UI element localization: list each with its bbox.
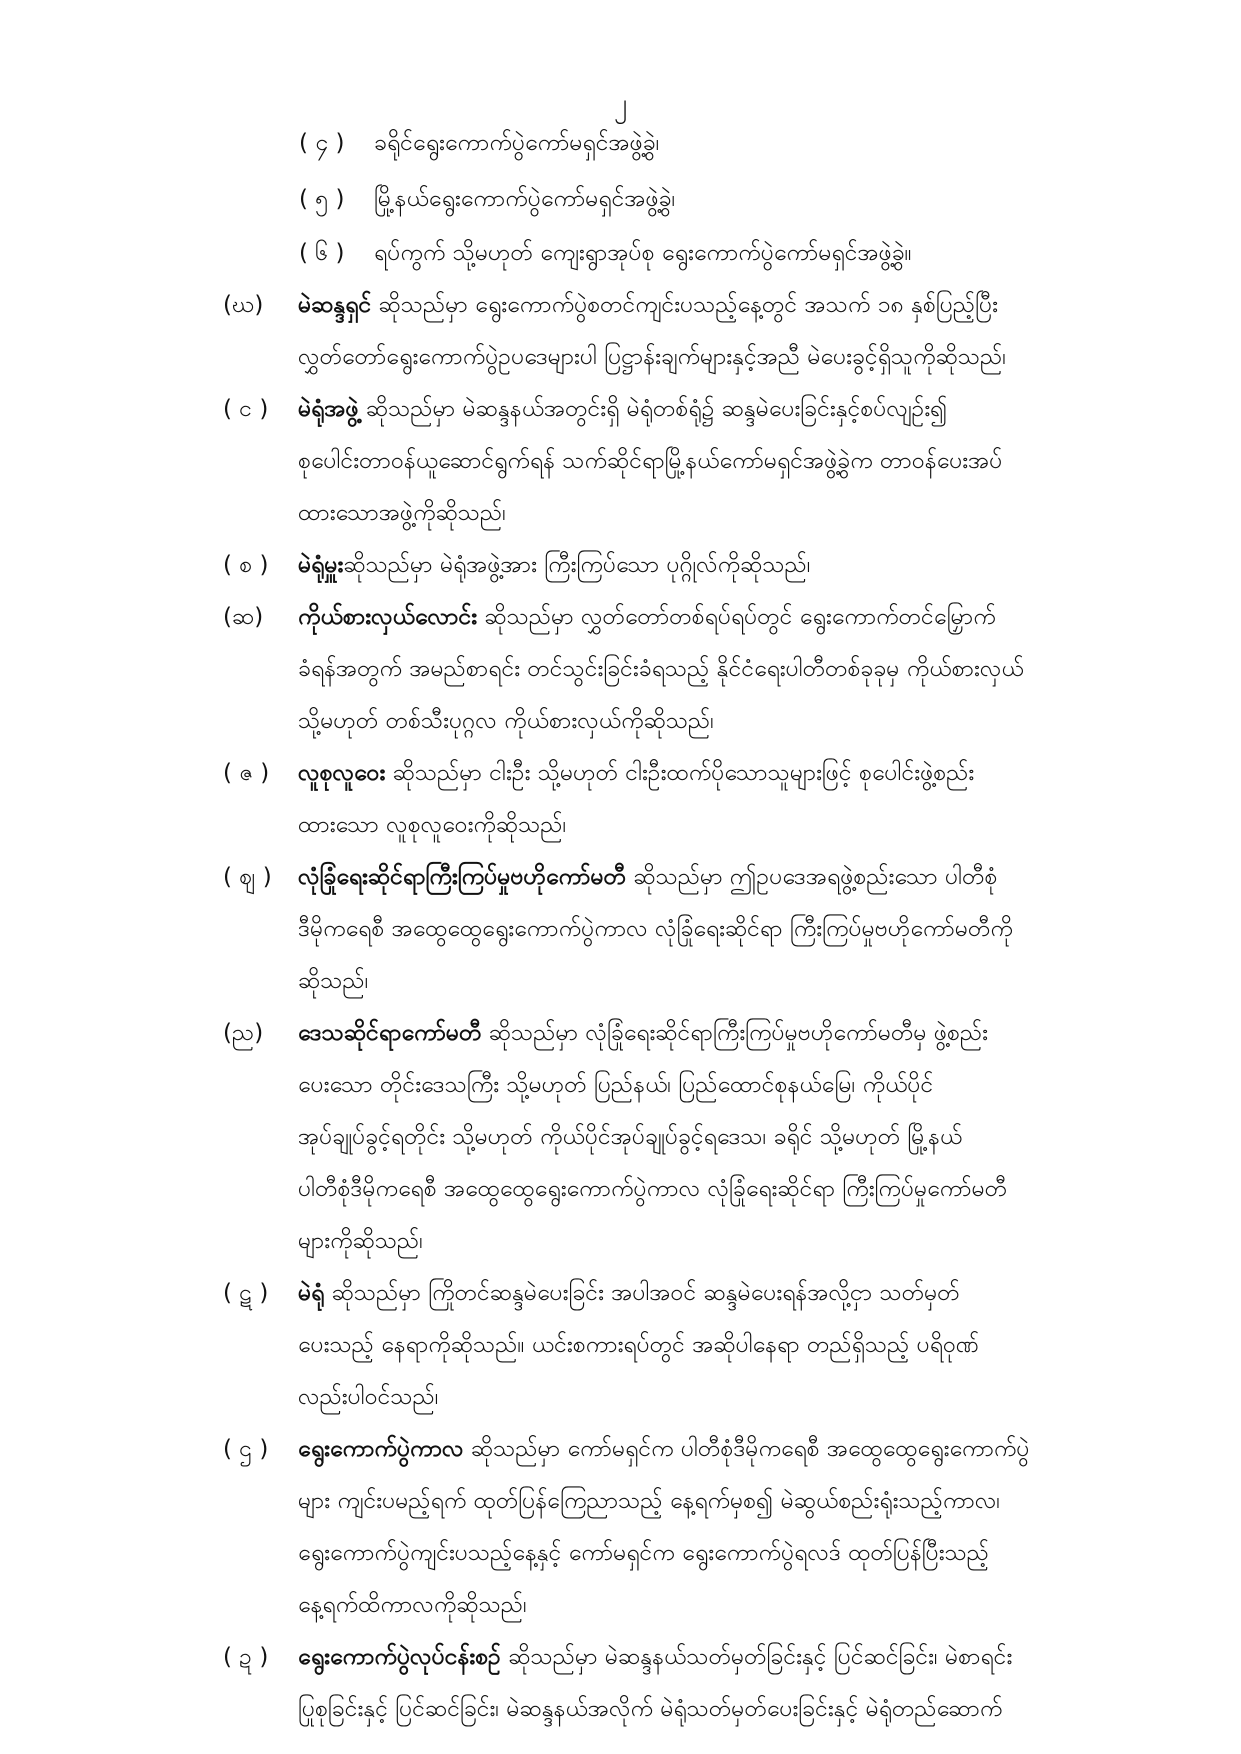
definition-marker: ( ဈ ) xyxy=(223,864,272,890)
definition-text: ဆိုသည်မှာ ကြိုတင်ဆန္ဒမဲပေးခြင်း အပါအဝင် ဆန္ဒမဲပေးရန်အလို့ငှာ သတ်မှတ် xyxy=(324,1280,960,1306)
definition-text: ဆိုသည်မှာ ဤဥပဒေအရဖွဲ့စည်းသော ပါတီစုံ xyxy=(626,864,998,890)
definition-text: ဆိုသည်မှာ မဲဆန္ဒနယ်အတွင်းရှိ မဲရုံတစ်ရုံ၌ ဆန္ဒမဲပေးခြင်းနှင့်စပ်လျဉ်း၍ xyxy=(358,396,948,422)
definition-text: ဆိုသည်မှာ ငါးဦး သို့မဟုတ် ငါးဦးထက်ပိုသောသူများဖြင့် စုပေါင်းဖွဲ့စည်း xyxy=(385,760,975,786)
definition-marker: ( ဋ ) xyxy=(223,1280,269,1306)
definition-marker: ( ဍ ) xyxy=(223,1644,269,1670)
sub-item-marker: ( ၅ ) xyxy=(299,186,345,212)
definition-text: ဒီမိုကရေစီ အထွေထွေရွေးကောက်ပွဲကာလ လုံခြုံရေးဆိုင်ရာ ကြီးကြပ်မှုဗဟိုကော်မတီကို xyxy=(298,916,1013,942)
definition-text: ပြုစုခြင်းနှင့် ပြင်ဆင်ခြင်း၊ မဲဆန္ဒနယ်အလိုက် မဲရုံသတ်မှတ်ပေးခြင်းနှင့် မဲရုံတည်ဆောက် xyxy=(298,1696,1003,1722)
definition-term: မဲရုံမှူး xyxy=(298,552,344,578)
definition-term: မဲရုံအဖွဲ့ xyxy=(298,396,359,422)
definition-term: လူစုလူဝေး xyxy=(298,760,386,786)
definition-text: လွှတ်တော်ရွေးကောက်ပွဲဥပဒေများပါ ပြဋ္ဌာန်းချက်များနှင့်အညီ မဲပေးခွင့်ရှိသူကိုဆိုသည်၊ xyxy=(298,344,1006,370)
definition-marker: ( စ ) xyxy=(223,552,269,578)
definition-marker: (ည) xyxy=(223,1020,264,1046)
sub-item-marker: ( ၄ ) xyxy=(299,130,345,156)
definition-marker: (ဃ) xyxy=(223,292,264,318)
sub-item-text: ခရိုင်ရွေးကောက်ပွဲကော်မရှင်အဖွဲ့ခွဲ၊ xyxy=(374,130,660,156)
definition-text: ထားသောအဖွဲ့ကိုဆိုသည်၊ xyxy=(298,500,506,526)
definition-text: သို့မဟုတ် တစ်သီးပုဂ္ဂလ ကိုယ်စားလှယ်ကိုဆိုသည်၊ xyxy=(298,708,714,734)
definition-term: မဲရုံ xyxy=(298,1280,325,1306)
definition-text: ပေးသော တိုင်းဒေသကြီး သို့မဟုတ် ပြည်နယ်၊ ပြည်ထောင်စုနယ်မြေ၊ ကိုယ်ပိုင် xyxy=(298,1072,934,1098)
definition-text: ဆိုသည်မှာ ကော်မရှင်က ပါတီစုံဒီမိုကရေစီ အထွေထွေရွေးကောက်ပွဲ xyxy=(463,1436,1030,1462)
definition-text: ရွေးကောက်ပွဲကျင်းပသည့်နေ့နှင့် ကော်မရှင်က ရွေးကောက်ပွဲရလဒ် ထုတ်ပြန်ပြီးသည့် xyxy=(298,1540,990,1566)
definition-text: အုပ်ချုပ်ခွင့်ရတိုင်း သို့မဟုတ် ကိုယ်ပိုင်အုပ်ချုပ်ခွင့်ရဒေသ၊ ခရိုင် သို့မဟုတ် မြို့နယ် xyxy=(298,1124,963,1150)
definition-text: ဆိုသည်မှာ မဲရုံအဖွဲ့အား ကြီးကြပ်သော ပုဂ္ဂိုလ်ကိုဆိုသည်၊ xyxy=(343,552,811,578)
sub-item-text: ရပ်ကွက် သို့မဟုတ် ကျေးရွာအုပ်စု ရွေးကောက်ပွဲကော်မရှင်အဖွဲ့ခွဲ။ xyxy=(374,240,912,266)
definition-term: လုံခြုံရေးဆိုင်ရာကြီးကြပ်မှုဗဟိုကော်မတီ xyxy=(298,864,627,890)
definition-text: စုပေါင်းတာဝန်ယူဆောင်ရွက်ရန် သက်ဆိုင်ရာမြို့နယ်ကော်မရှင်အဖွဲ့ခွဲက တာဝန်ပေးအပ် xyxy=(298,448,1003,474)
sub-item-text: မြို့နယ်ရွေးကောက်ပွဲကော်မရှင်အဖွဲ့ခွဲ၊ xyxy=(374,186,676,212)
definition-text: ပါတီစုံဒီမိုကရေစီ အထွေထွေရွေးကောက်ပွဲကာလ လုံခြုံရေးဆိုင်ရာ ကြီးကြပ်မှုကော်မတီ xyxy=(298,1176,1008,1202)
definition-text: ဆိုသည်မှာ ရွေးကောက်ပွဲစတင်ကျင်းပသည့်နေ့တွင် အသက် ၁၈ နှစ်ပြည့်ပြီး xyxy=(371,292,998,318)
definition-text: ဆိုသည်မှာ မဲဆန္ဒနယ်သတ်မှတ်ခြင်းနှင့် ပြင်ဆင်ခြင်း၊ မဲစာရင်း xyxy=(500,1644,1013,1670)
definition-term: ကိုယ်စားလှယ်လောင်း xyxy=(298,604,478,630)
sub-item-marker: ( ၆ ) xyxy=(299,240,345,266)
definition-marker: ( ဌ ) xyxy=(223,1436,269,1462)
definition-text: ခံရန်အတွက် အမည်စာရင်း တင်သွင်းခြင်းခံရသည့် နိုင်ငံရေးပါတီတစ်ခုခုမှ ကိုယ်စားလှယ် xyxy=(298,656,1024,682)
definition-marker: ( ဇ ) xyxy=(223,760,270,786)
definition-text: ပေးသည့် နေရာကိုဆိုသည်။ ယင်းစကားရပ်တွင် အဆိုပါနေရာ တည်ရှိသည့် ပရိဝုဏ် xyxy=(298,1332,980,1358)
definition-text: ဆိုသည်မှာ လွှတ်တော်တစ်ရပ်ရပ်တွင် ရွေးကောက်တင်မြှောက် xyxy=(477,604,996,630)
definition-text: နေ့ရက်ထိကာလကိုဆိုသည်၊ xyxy=(298,1592,527,1618)
definition-text: များကိုဆိုသည်၊ xyxy=(298,1228,423,1254)
definition-marker: (ဆ) xyxy=(223,604,264,630)
definition-term: မဲဆန္ဒရှင် xyxy=(298,292,372,318)
definition-term: ဒေသဆိုင်ရာကော်မတီ xyxy=(298,1020,482,1046)
definition-text: များ ကျင်းပမည့်ရက် ထုတ်ပြန်ကြေညာသည့် နေ့ရက်မှစ၍ မဲဆွယ်စည်းရုံးသည့်ကာလ၊ xyxy=(298,1488,1001,1514)
definition-text: ဆိုသည်၊ xyxy=(298,968,369,994)
definition-term: ရွေးကောက်ပွဲကာလ xyxy=(298,1436,464,1462)
page-number: ၂ xyxy=(613,88,628,119)
definition-text: လည်းပါဝင်သည်၊ xyxy=(298,1384,439,1410)
definition-text: ဆိုသည်မှာ လုံခြုံရေးဆိုင်ရာကြီးကြပ်မှုဗဟိုကော်မတီမှ ဖွဲ့စည်း xyxy=(481,1020,989,1046)
definition-term: ရွေးကောက်ပွဲလုပ်ငန်းစဉ် xyxy=(298,1644,501,1670)
definition-marker: ( င ) xyxy=(223,396,269,422)
definition-text: ထားသော လူစုလူဝေးကိုဆိုသည်၊ xyxy=(298,812,567,838)
